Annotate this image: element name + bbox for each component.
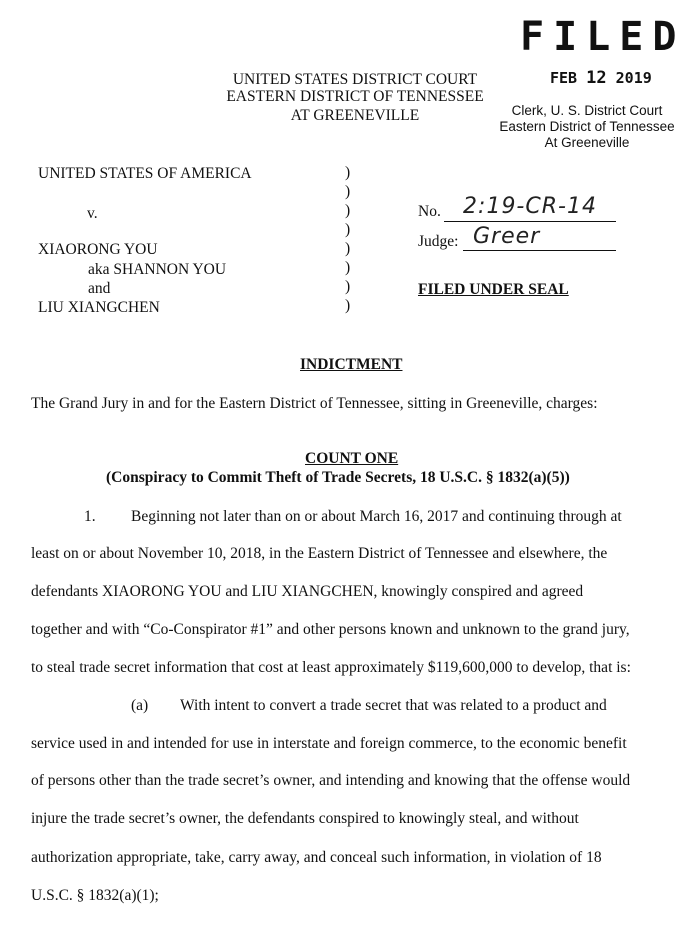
stamp-year: 2019: [615, 69, 652, 87]
subparagraph-line: injure the trade secret’s owner, the defendants conspired to knowingly steal, and without: [31, 810, 579, 827]
stamp-clerk-line3: At Greeneville: [544, 135, 630, 150]
judge-handwritten: Greer: [473, 224, 541, 249]
case-number-field: [444, 194, 616, 222]
stamp-month: FEB: [550, 69, 578, 87]
intro-paragraph: The Grand Jury in and for the Eastern District of Tennessee, sitting in Greeneville, charges:: [31, 395, 598, 412]
subparagraph-line: service used in and intended for use in interstate and foreign commerce, to the economic benefit: [31, 735, 627, 752]
stamp-clerk-block: [492, 103, 682, 151]
subparagraph-label: (a): [131, 697, 149, 714]
caption-and: and: [88, 280, 111, 297]
case-number-handwritten: 2:19-CR-14: [463, 194, 597, 219]
count-title: COUNT ONE: [305, 450, 399, 467]
court-district: EASTERN DISTRICT OF TENNESSEE: [226, 88, 484, 105]
caption-defendant1: XIAORONG YOU: [38, 241, 158, 258]
paragraph-line: Beginning not later than on or about March 16, 2017 and continuing through at: [131, 508, 622, 525]
judge-field: [463, 224, 616, 251]
sealed-notice: FILED UNDER SEAL: [418, 281, 569, 298]
stamp-clerk-line1: Clerk, U. S. District Court: [511, 103, 663, 118]
paragraph-line: defendants XIAORONG YOU and LIU XIANGCHEN, knowingly conspired and agreed: [31, 583, 584, 600]
case-number-label: No.: [418, 203, 441, 220]
caption-aka: aka SHANNON YOU: [88, 261, 227, 278]
judge-label: Judge:: [418, 233, 459, 250]
paragraph-line: together and with “Co-Conspirator #1” and other persons known and unknown to the grand jury,: [31, 621, 630, 638]
caption-defendant2: LIU XIANGCHEN: [38, 299, 160, 316]
stamp-clerk-line2: Eastern District of Tennessee: [499, 119, 675, 134]
paragraph-number: 1.: [84, 508, 96, 525]
caption-versus: v.: [87, 205, 98, 222]
subparagraph-line: of persons other than the trade secret’s owner, and intending and knowing that the offense would: [31, 772, 631, 789]
court-division: AT GREENEVILLE: [290, 107, 420, 124]
subparagraph-line: With intent to convert a trade secret that was related to a product and: [180, 697, 607, 714]
document-title: INDICTMENT: [300, 356, 403, 373]
subparagraph-line: authorization appropriate, take, carry away, and conceal such information, in violation of 18: [31, 849, 602, 866]
paragraph-line: least on or about November 10, 2018, in the Eastern District of Tennessee and elsewhere, the: [31, 545, 608, 562]
caption-plaintiff: UNITED STATES OF AMERICA: [38, 165, 252, 182]
caption-bracket: ) ) ) ) ) ) ) ): [345, 164, 351, 314]
court-name: UNITED STATES DISTRICT COURT: [232, 71, 478, 88]
stamp-filed-text: FILED: [520, 14, 686, 60]
count-subtitle: (Conspiracy to Commit Theft of Trade Secrets, 18 U.S.C. § 1832(a)(5)): [106, 469, 570, 486]
paragraph-line: to steal trade secret information that cost at least approximately $119,600,000 to develop, that is:: [31, 659, 631, 676]
subparagraph-line: U.S.C. § 1832(a)(1);: [31, 887, 159, 904]
stamp-date: [550, 68, 652, 88]
stamp-day: 12: [586, 68, 607, 88]
